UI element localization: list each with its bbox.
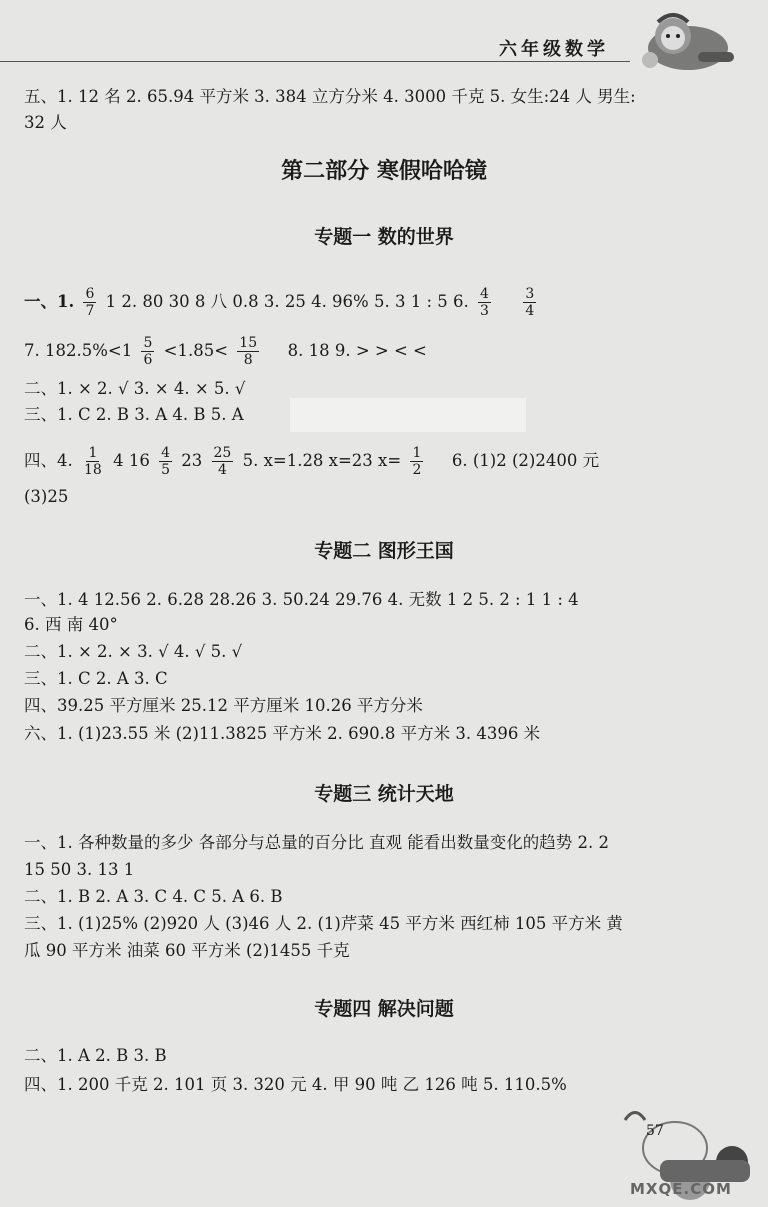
fraction: $\frac{1}{18}$ <box>84 445 102 478</box>
topic1-line-3: 二、1. × 2. √ 3. × 4. × 5. √ <box>24 379 246 398</box>
topic2-line-2: 6. 西 南 40° <box>24 615 118 634</box>
fraction: $\frac{15}{8}$ <box>239 335 258 368</box>
topic3-title: 专题三 统计天地 <box>314 783 454 805</box>
topic1-l5-d: 5. x=1.28 x=23 x= <box>242 451 402 470</box>
topic3-line-1: 一、1. 各种数量的多少 各部分与总量的百分比 直观 能看出数量变化的趋势 2. 2 <box>24 833 609 852</box>
topic1-l5-b: 4 16 <box>113 451 150 470</box>
topic3-line-2: 15 50 3. 13 1 <box>24 860 135 879</box>
fraction: $\frac{6}{7}$ <box>85 286 95 319</box>
header-divider <box>0 61 630 62</box>
topic3-line-4: 三、1. (1)25% (2)920 人 (3)46 人 2. (1)芹菜 45 平方米 西红柿 105 平方米 黄 <box>24 914 623 933</box>
top-answers-line-1: 五、1. 12 名 2. 65.94 平方米 3. 384 立方分米 4. 3000 千克 5. 女生:24 人 男生: <box>24 87 636 106</box>
topic1-l2-a: 7. 182.5%<1 <box>24 341 133 360</box>
fraction: $\frac{1}{2}$ <box>412 445 422 478</box>
topic1-l2-c: 8. 18 9. > > < < <box>287 341 427 360</box>
header-title: 六年级数学 <box>499 39 609 60</box>
topic4-line-1: 二、1. A 2. B 3. B <box>24 1046 167 1065</box>
fraction: $\frac{3}{4}$ <box>525 286 535 319</box>
fraction: $\frac{4}{3}$ <box>480 286 489 319</box>
redaction-box <box>290 398 526 432</box>
topic1-l5-a: 四、4. <box>24 451 73 470</box>
mascot-illustration <box>628 8 738 78</box>
topic4-line-2: 四、1. 200 千克 2. 101 页 3. 320 元 4. 甲 90 吨 乙 126 吨 5. 110.5% <box>24 1075 567 1094</box>
topic2-line-6: 六、1. (1)23.55 米 (2)11.3825 平方米 2. 690.8 平方米 3. 4396 米 <box>24 724 541 743</box>
topic1-l5-e: 6. (1)2 (2)2400 元 <box>451 451 600 470</box>
part-title: 第二部分 寒假哈哈镜 <box>281 159 487 184</box>
topic1-l1-mid: 1 2. 80 30 8 八 0.8 3. 25 4. 96% 5. 3 1 : 5 6. <box>105 292 469 311</box>
fraction: $\frac{25}{4}$ <box>213 445 232 478</box>
topic1-title: 专题一 数的世界 <box>314 226 454 248</box>
topic3-line-3: 二、1. B 2. A 3. C 4. C 5. A 6. B <box>24 887 283 906</box>
topic1-l1-prefix: 一、1. <box>24 292 75 311</box>
page-number: 57 <box>646 1123 664 1139</box>
watermark: MXQE.COM <box>630 1180 732 1198</box>
topic2-line-5: 四、39.25 平方厘米 25.12 平方厘米 10.26 平方分米 <box>24 696 423 715</box>
topic2-line-1: 一、1. 4 12.56 2. 6.28 28.26 3. 50.24 29.76 4. 无数 1 2 5. 2 : 1 1 : 4 <box>24 590 579 609</box>
topic1-line-2 <box>24 335 427 368</box>
top-answers-line-2: 32 人 <box>24 113 67 132</box>
topic1-line-5 <box>24 445 599 478</box>
topic1-l5-c: 23 <box>181 451 203 470</box>
topic2-line-3: 二、1. × 2. × 3. √ 4. √ 5. √ <box>24 642 243 661</box>
fraction: $\frac{4}{5}$ <box>161 445 170 478</box>
topic2-line-4: 三、1. C 2. A 3. C <box>24 669 168 688</box>
topic2-title: 专题二 图形王国 <box>314 540 454 562</box>
topic1-line-1 <box>24 286 540 319</box>
topic1-line-4: 三、1. C 2. B 3. A 4. B 5. A <box>24 405 244 424</box>
topic3-line-5: 瓜 90 平方米 油菜 60 平方米 (2)1455 千克 <box>24 941 350 960</box>
topic1-line-6: (3)25 <box>24 487 69 506</box>
topic4-title: 专题四 解决问题 <box>314 998 454 1020</box>
topic1-l2-b: <1.85< <box>163 341 229 360</box>
fraction: $\frac{5}{6}$ <box>143 335 153 368</box>
